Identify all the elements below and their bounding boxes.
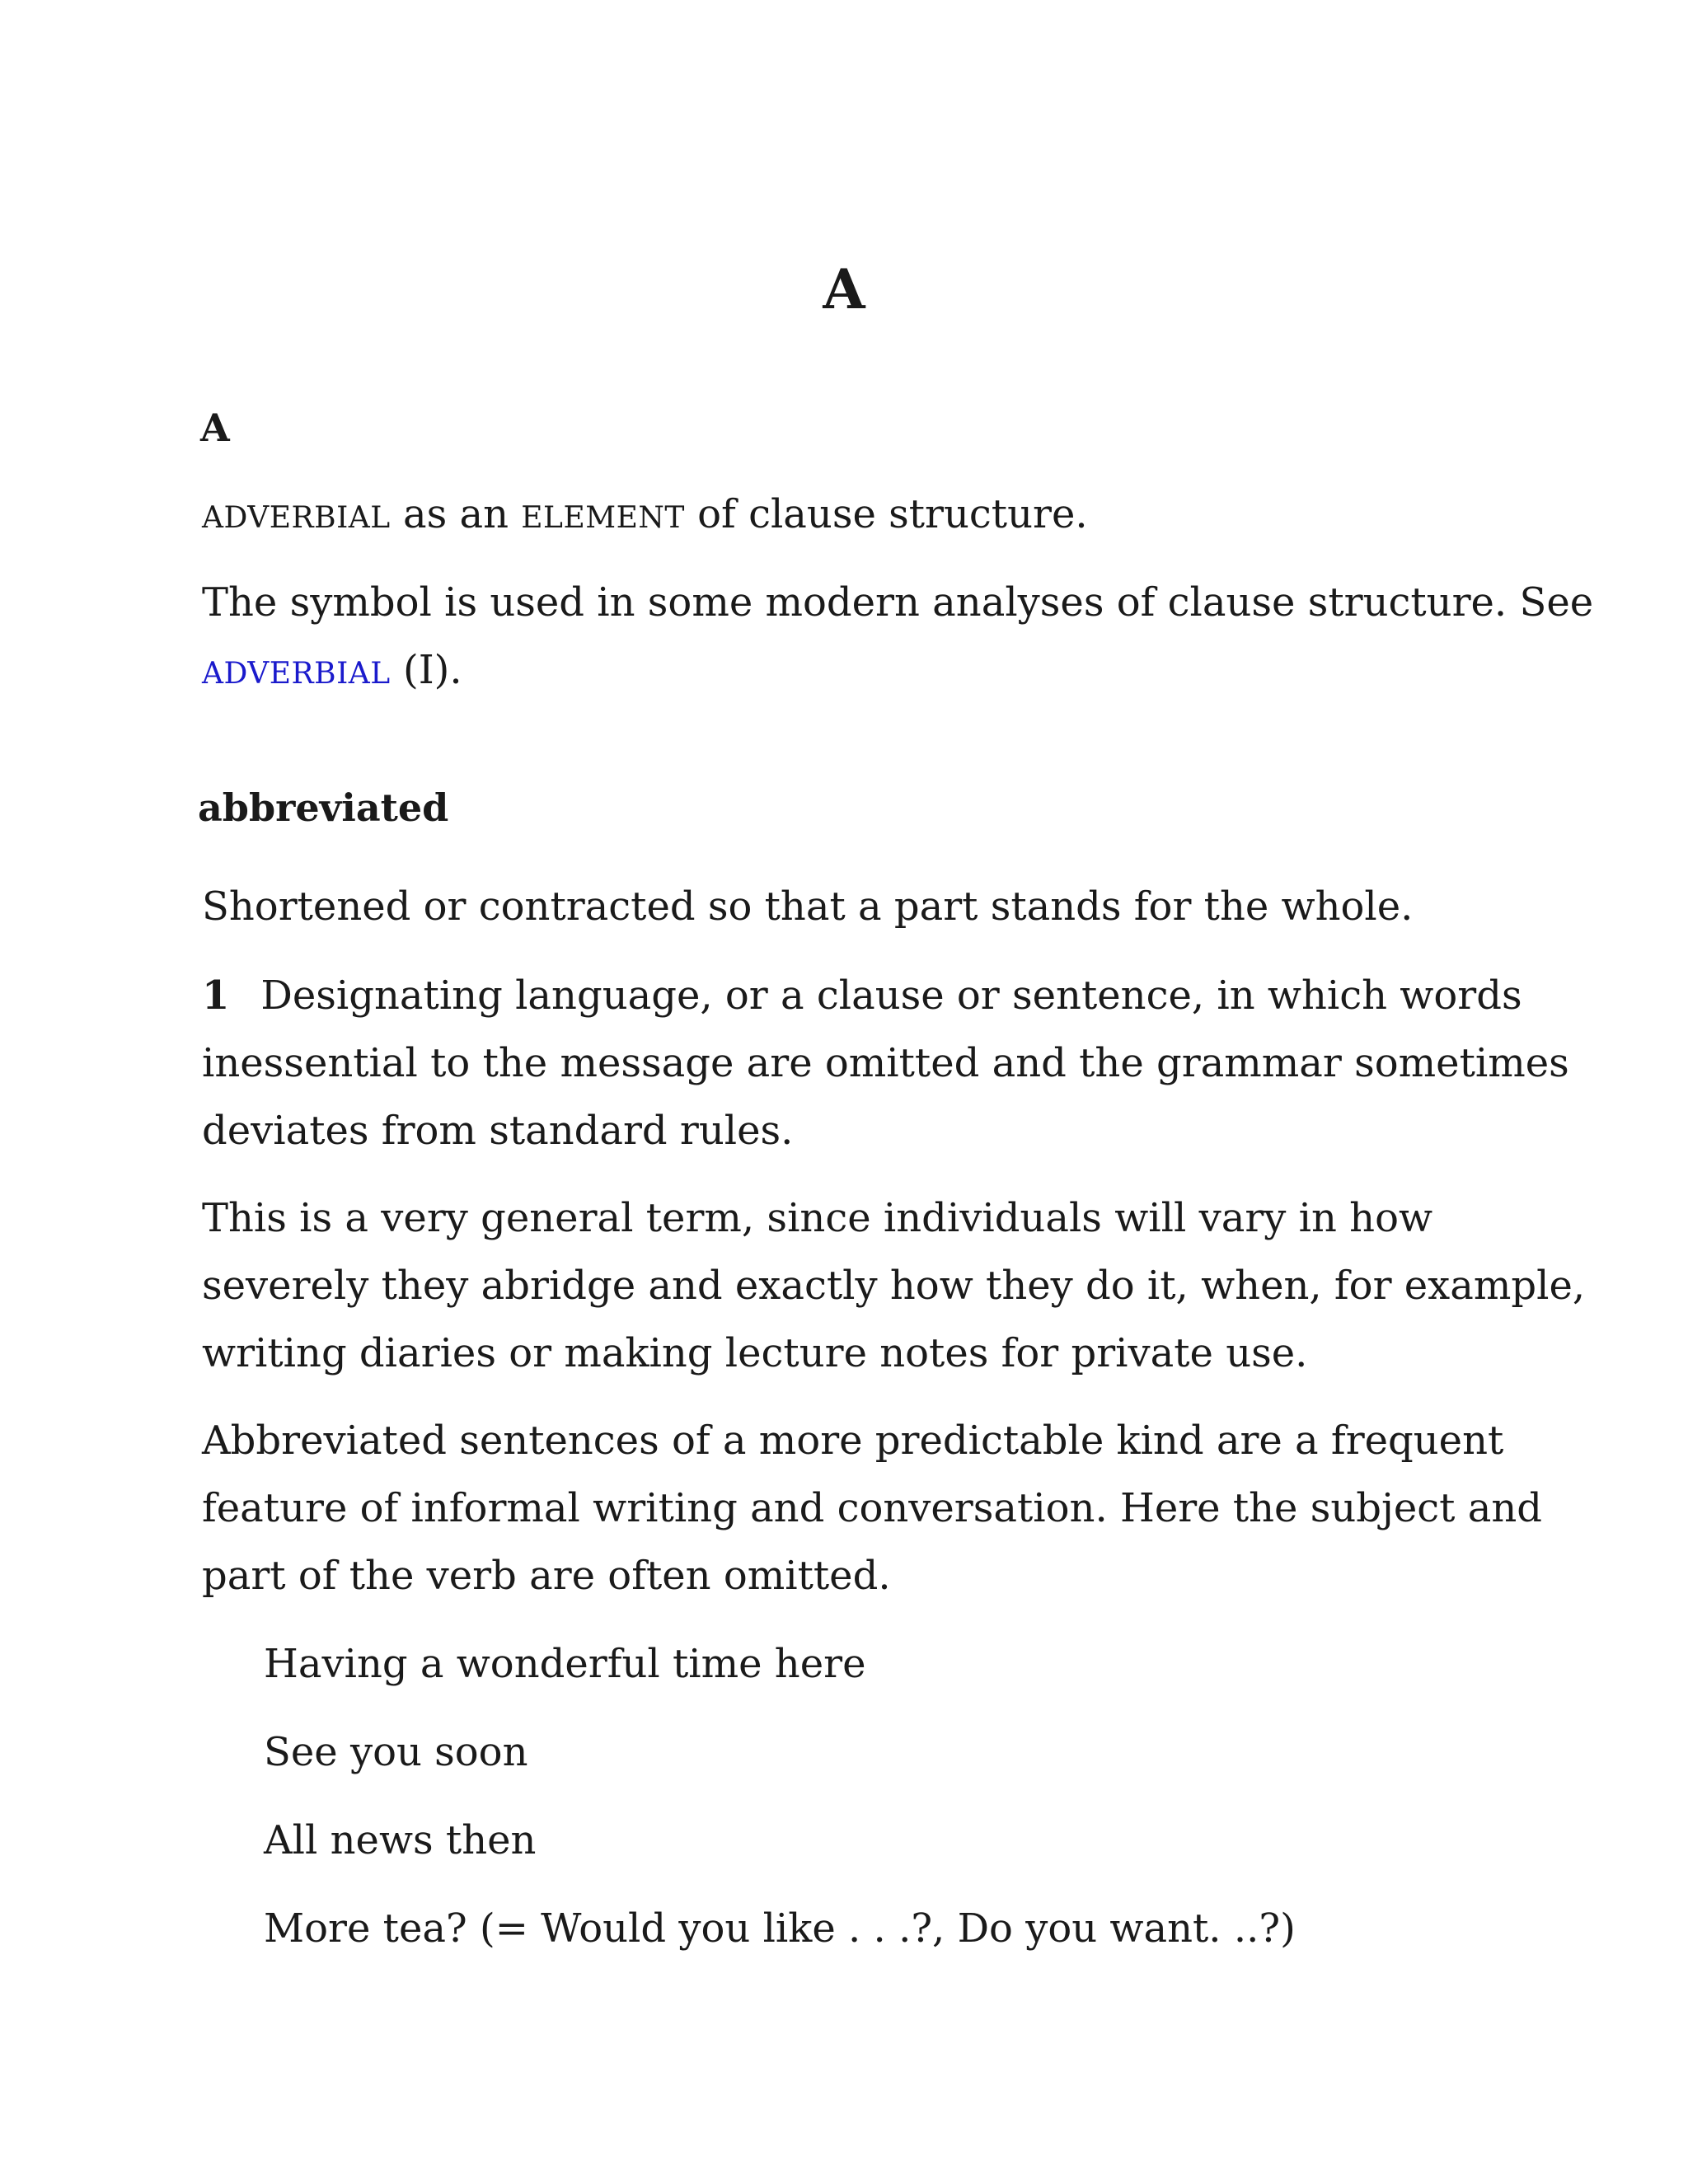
abbreviated-sense-1: 1 Designating language, or a clause or sentence, in which words inessential to the message are omitted and the grammar sometimes deviates from standard rules. xyxy=(202,972,1569,1154)
entry-a-definition: ADVERBIAL as an ELEMENT of clause structure. xyxy=(202,491,1088,537)
abbreviated-definition: Shortened or contracted so that a part stands for the whole. xyxy=(202,883,1414,930)
abbreviated-paragraph-2: This is a very general term, since individuals will vary in how severely they abridge and exactly how they do it, when, for example, writing diaries or making lecture notes for private use. xyxy=(202,1195,1586,1376)
xref-adverbial-link[interactable]: ADVERBIAL xyxy=(202,657,391,691)
entry-headword-a: A xyxy=(200,405,230,450)
example-sentence: Having a wonderful time here xyxy=(264,1641,866,1687)
term-adverbial: ADVERBIAL xyxy=(202,501,391,535)
example-sentence: All news then xyxy=(264,1817,537,1863)
example-sentence: See you soon xyxy=(264,1729,528,1775)
section-letter-heading: A xyxy=(823,257,865,321)
entry-a-note: The symbol is used in some modern analyses of clause structure. See ADVERBIAL (I). xyxy=(202,579,1594,693)
example-sentence: More tea? (= Would you like . . .?, Do you want. ..?) xyxy=(264,1905,1296,1952)
entry-headword-abbreviated: abbreviated xyxy=(198,785,449,830)
term-element: ELEMENT xyxy=(521,501,685,535)
abbreviated-paragraph-3: Abbreviated sentences of a more predictable kind are a frequent feature of informal writing and conversation. Here the subject and part of the verb are often omitted. xyxy=(202,1418,1542,1599)
sense-number: 1 xyxy=(202,972,230,1019)
